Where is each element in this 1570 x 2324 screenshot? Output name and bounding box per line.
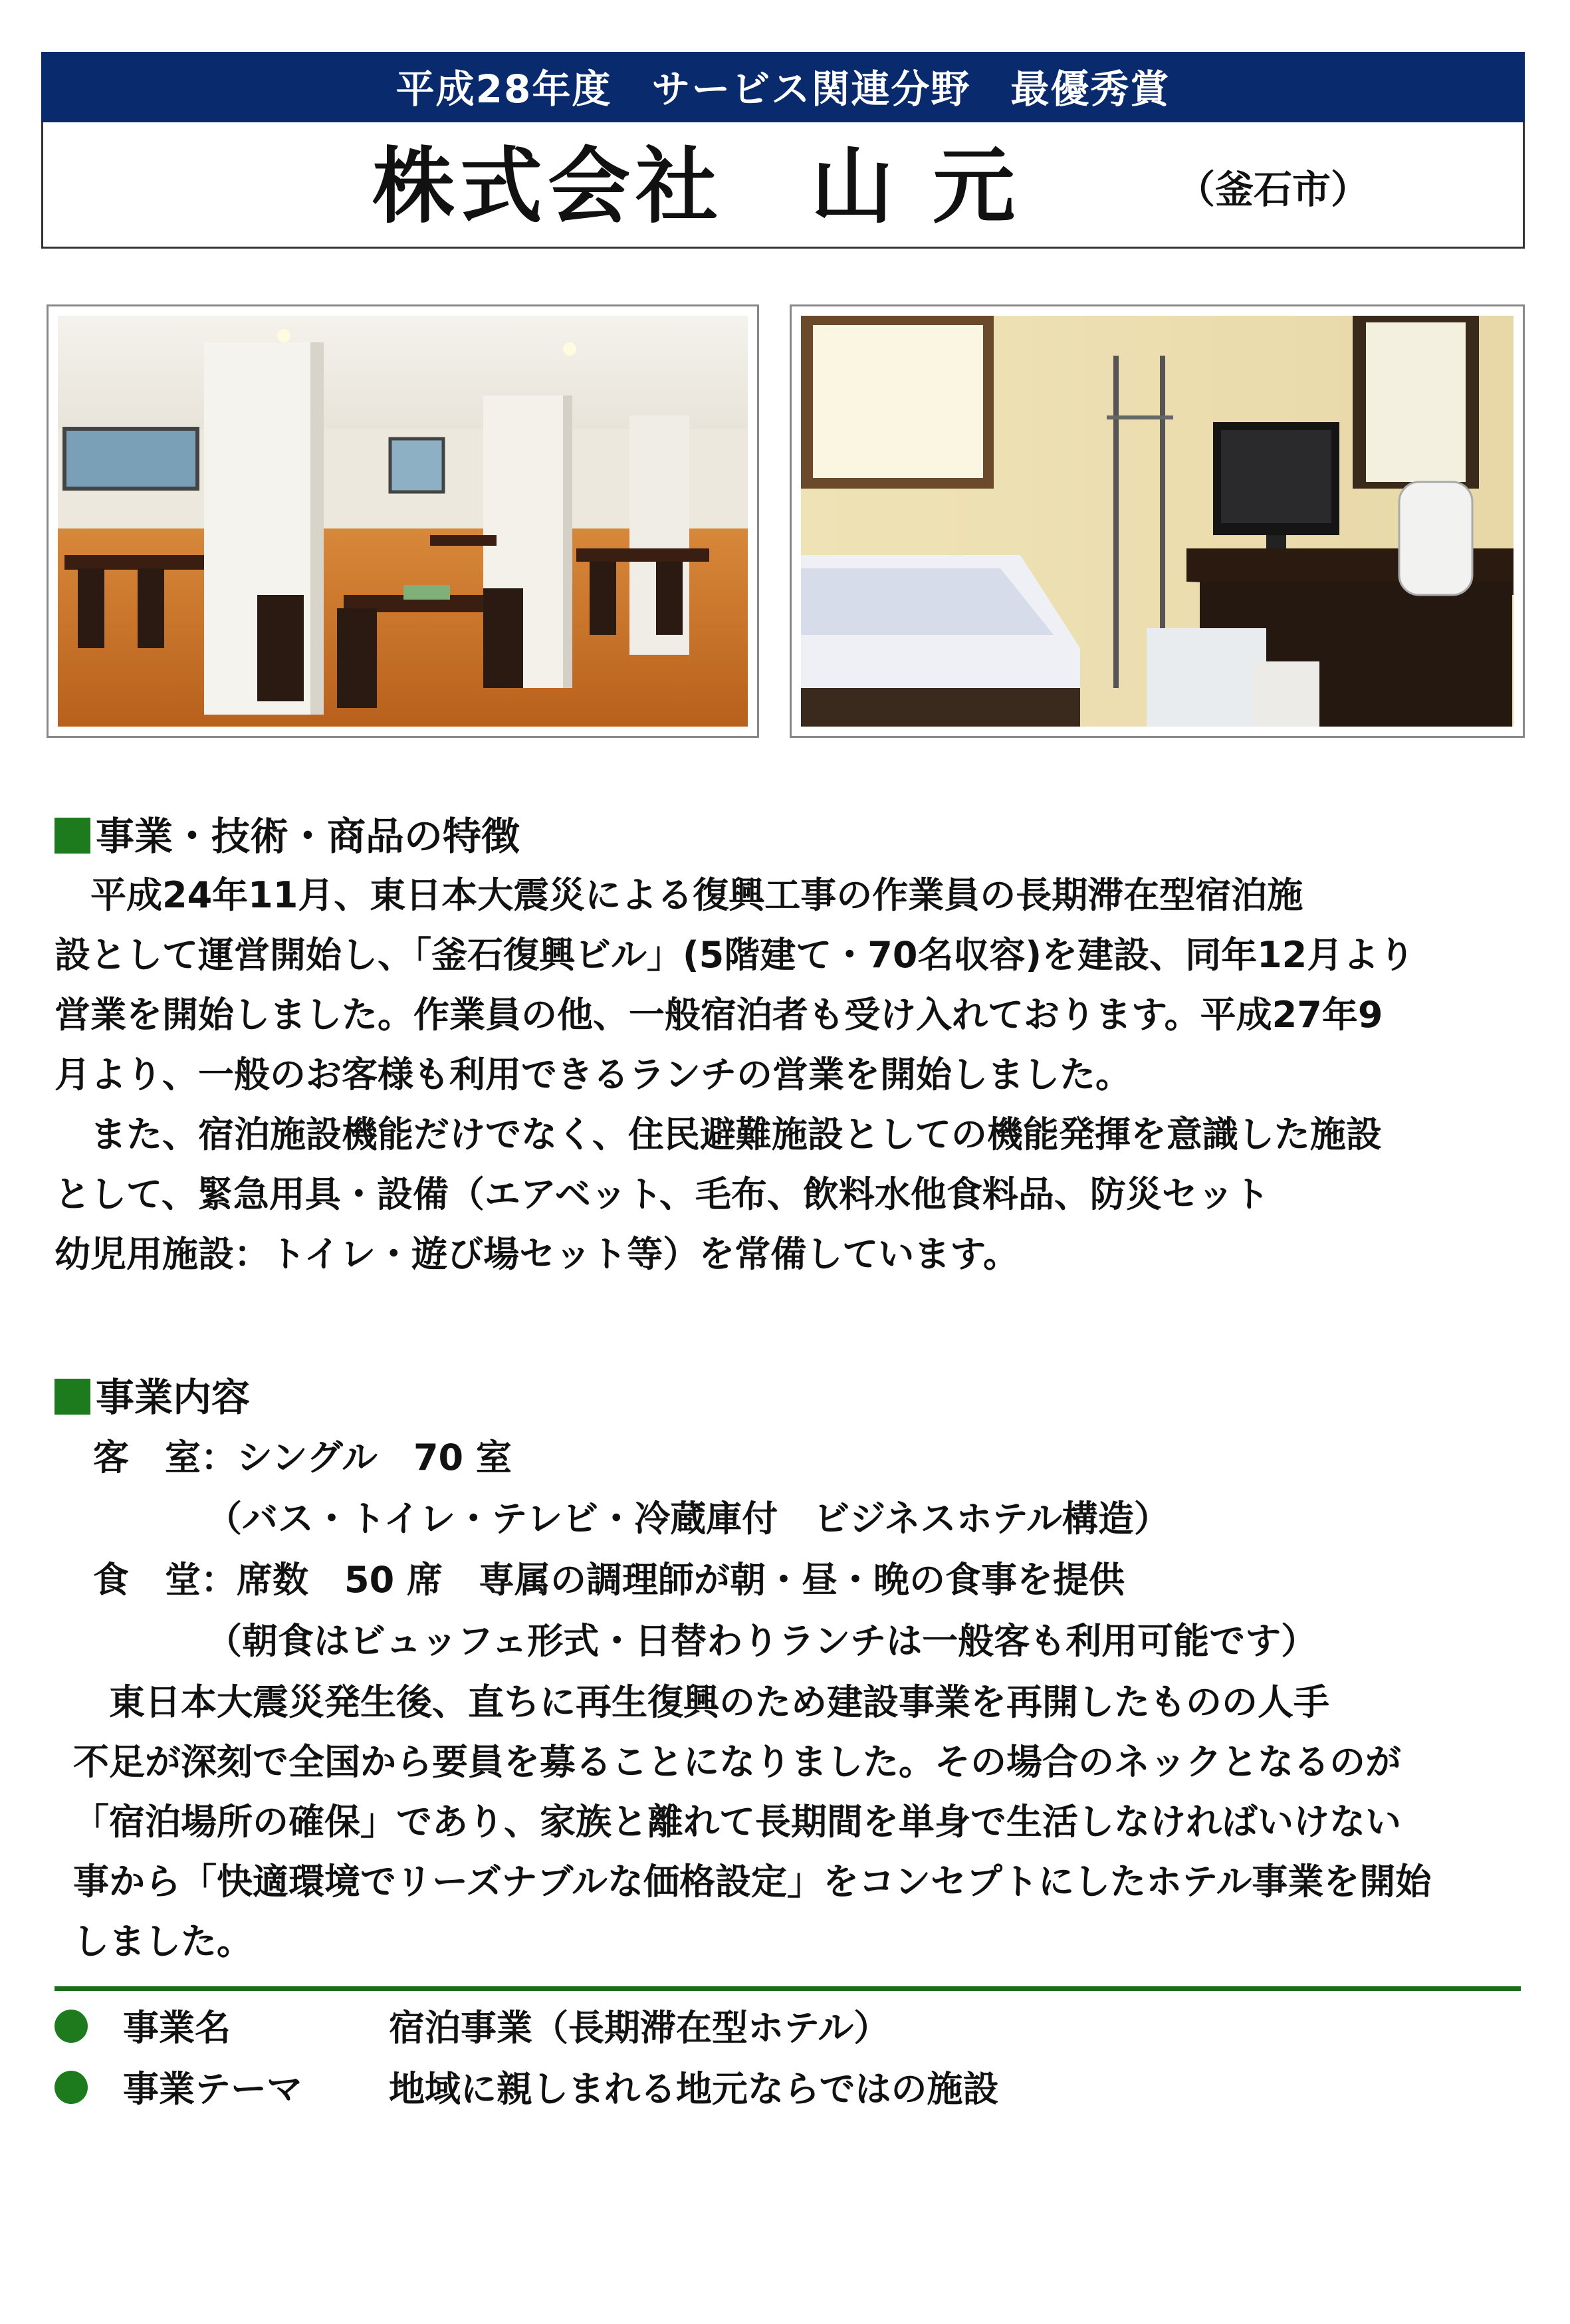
features-line: 営業を開始しました。作業員の他、一般宿泊者も受け入れております。平成27年9: [55, 994, 1383, 1036]
business-line: 事から「快適環境でリーズナブルな価格設定」をコンセプトにしたホテル事業を開始: [73, 1861, 1432, 1903]
dining-hall-image: [58, 316, 748, 727]
business-paragraph: [73, 1673, 1431, 1972]
features-line: 幼児用施設：トイレ・遊び場セット等）を常備しています。: [55, 1233, 1019, 1275]
section-heading-business: 事業内容: [55, 1371, 250, 1424]
business-line: 東日本大震災発生後、直ちに再生復興のため建設事業を再開したものの人手: [73, 1681, 1329, 1723]
business-dining-note: （朝食はビュッフェ形式・日替わりランチは一般客も利用可能です）: [206, 1620, 1317, 1662]
business-room-note: （バス・トイレ・テレビ・冷蔵庫付 ビジネスホテル構造）: [206, 1498, 1170, 1540]
guest-room-image: [801, 316, 1514, 727]
summary-row-theme: [55, 2059, 88, 2119]
award-title: 平成28年度 サービス関連分野 最優秀賞: [395, 66, 1171, 112]
award-banner: [41, 52, 1525, 122]
summary-label: 事業名: [123, 2007, 231, 2049]
green-square-bullet: [55, 818, 90, 854]
company-city: （釜石市）: [1177, 167, 1370, 212]
summary-label: 事業テーマ: [123, 2068, 302, 2110]
section-heading-features: 事業・技術・商品の特徴: [55, 810, 520, 863]
dining-hall-photo: [47, 304, 759, 738]
green-square-bullet: [55, 1379, 90, 1415]
business-dining-line: 食 堂：席数 50 席 専属の調理師が朝・昼・晩の食事を提供: [93, 1559, 1125, 1601]
business-line: しました。: [73, 1920, 253, 1962]
features-paragraph: [55, 866, 1414, 1284]
business-room-line: 客 室：シングル 70 室: [93, 1437, 512, 1478]
features-line: また、宿泊施設機能だけでなく、住民避難施設としての機能発揮を意識した施設: [55, 1113, 1382, 1155]
green-divider: [55, 1986, 1521, 1991]
business-line: 不足が深刻で全国から要員を募ることになりました。その場合のネックとなるのが: [73, 1741, 1401, 1783]
features-line: 平成24年11月、東日本大震災による復興工事の作業員の長期滞在型宿泊施: [55, 874, 1303, 916]
guest-room-photo: [790, 304, 1525, 738]
features-line: として、緊急用具・設備（エアベット、毛布、飲料水他食料品、防災セット: [55, 1173, 1270, 1215]
green-dot-bullet: [55, 2071, 88, 2104]
features-line: 設として運営開始し、「釜石復興ビル」(5階建て・70名収容)を建設、同年12月より: [55, 934, 1415, 976]
business-line: 「宿泊場所の確保」であり、家族と離れて長期間を単身で生活しなければいけない: [73, 1801, 1401, 1843]
green-dot-bullet: [55, 2010, 88, 2043]
summary-value: 宿泊事業（長期滞在型ホテル）: [389, 2007, 890, 2049]
company-name: 株式会社 山 元: [372, 139, 1021, 235]
summary-value: 地域に親しまれる地元ならではの施設: [389, 2068, 999, 2110]
features-line: 月より、一般のお客様も利用できるランチの営業を開始しました。: [55, 1054, 1131, 1096]
